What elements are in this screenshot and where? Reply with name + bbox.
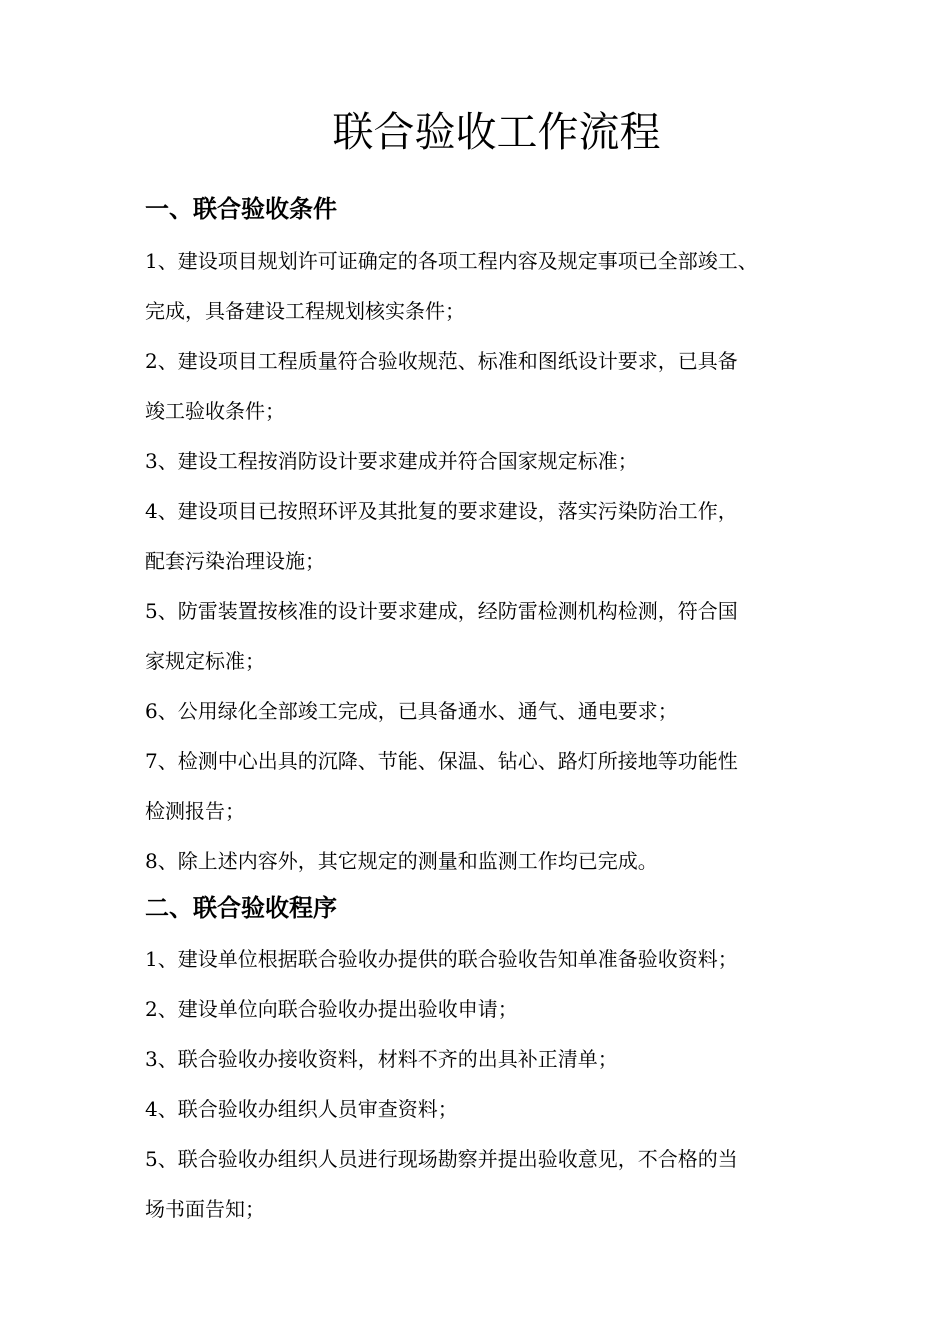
paragraph-line: 2、建设项目工程质量符合验收规范、标准和图纸设计要求，已具备 xyxy=(145,349,738,373)
paragraph-line: 3、建设工程按消防设计要求建成并符合国家规定标准； xyxy=(145,449,638,473)
paragraph-line: 4、联合验收办组织人员审查资料； xyxy=(145,1097,458,1121)
paragraph-line: 1、建设项目规划许可证确定的各项工程内容及规定事项已全部竣工、 xyxy=(145,249,758,273)
document-title: 联合验收工作流程 xyxy=(332,108,661,156)
paragraph-line: 3、联合验收办接收资料，材料不齐的出具补正清单； xyxy=(145,1047,618,1071)
paragraph-line: 4、建设项目已按照环评及其批复的要求建设，落实污染防治工作， xyxy=(145,499,738,523)
paragraph-line: 场书面告知； xyxy=(145,1197,265,1221)
paragraph-line: 6、公用绿化全部竣工完成，已具备通水、通气、通电要求； xyxy=(145,699,678,723)
section-heading-conditions: 一、联合验收条件 xyxy=(145,195,337,223)
paragraph-line: 2、建设单位向联合验收办提出验收申请； xyxy=(145,997,518,1021)
paragraph-line: 检测报告； xyxy=(145,799,245,823)
paragraph-line: 7、检测中心出具的沉降、节能、保温、钻心、路灯所接地等功能性 xyxy=(145,749,738,773)
paragraph-line: 1、建设单位根据联合验收办提供的联合验收告知单准备验收资料； xyxy=(145,947,738,971)
paragraph-line: 竣工验收条件； xyxy=(145,399,285,423)
paragraph-line: 5、联合验收办组织人员进行现场勘察并提出验收意见，不合格的当 xyxy=(145,1147,738,1171)
paragraph-line: 配套污染治理设施； xyxy=(145,549,325,573)
paragraph-line: 完成，具备建设工程规划核实条件； xyxy=(145,299,465,323)
paragraph-line: 8、除上述内容外，其它规定的测量和监测工作均已完成。 xyxy=(145,849,658,873)
paragraph-line: 5、防雷装置按核准的设计要求建成，经防雷检测机构检测，符合国 xyxy=(145,599,738,623)
section-heading-procedure: 二、联合验收程序 xyxy=(145,894,337,922)
paragraph-line: 家规定标准； xyxy=(145,649,265,673)
